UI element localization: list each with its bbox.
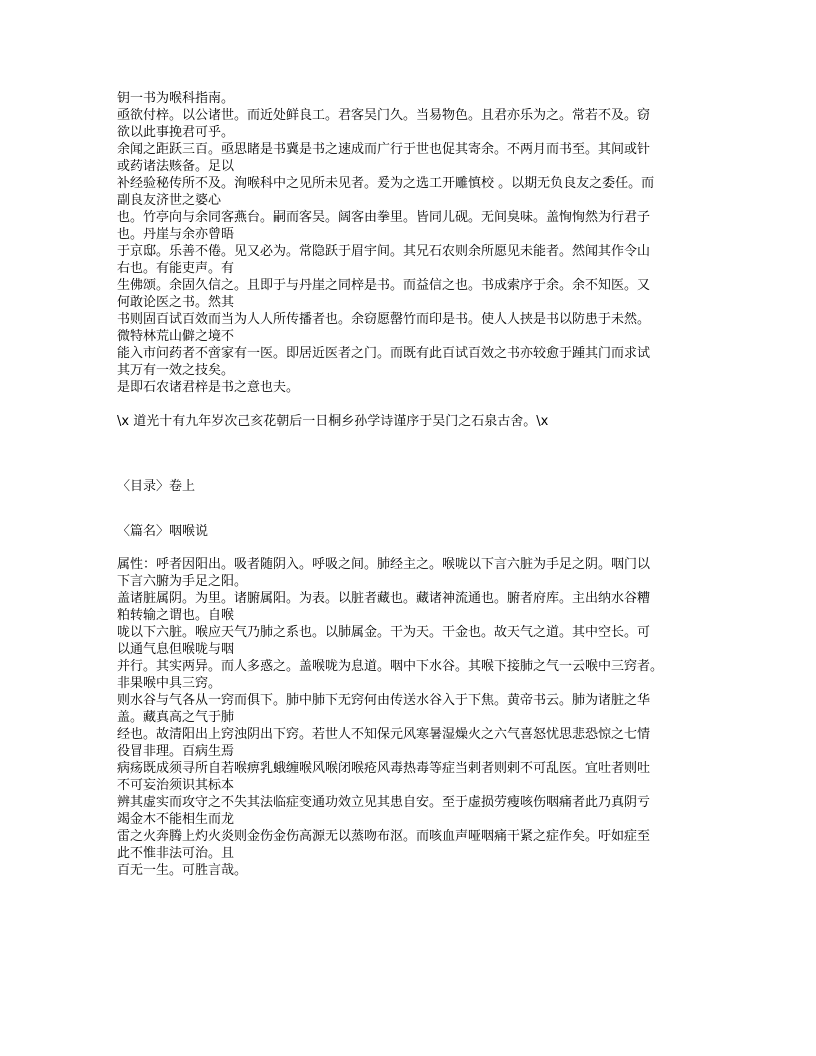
text-line: 钥一书为喉科指南。 [117, 91, 235, 106]
text-line: 余闻之距跃三百。亟思睹是书冀是书之速成而广行于世也促其寄余。不两月而书至。其间或针 [117, 142, 651, 157]
text-line: 右也。有能吏声。有 [117, 261, 235, 276]
text-line: 微特林荒山僻之境不 [117, 329, 235, 344]
text-block [117, 90, 717, 879]
text-line: 也。竹亭向与余同客燕台。嗣而客吴。阔客由拳里。皆同儿砚。无间臭味。盖恂恂然为行君子 [117, 210, 651, 225]
text-line: 亟欲付梓。以公诸世。而近处鲜良工。君客吴门久。当易物色。且君亦乐为之。常若不及。窃 [117, 108, 651, 123]
toc-heading: 〈目录〉卷上 [117, 479, 196, 494]
text-line: 能入市问药者不啻家有一医。即居近医者之门。而既有此百试百效之书亦较愈于踵其门而求试 [117, 346, 651, 361]
text-line: 或药诸法赅备。足以 [117, 159, 235, 174]
text-line: 副良友济世之婆心 [117, 193, 222, 208]
text-line: 百无一生。可胜言哉。 [117, 863, 248, 878]
text-line: 其万有一效之技矣。 [117, 363, 235, 378]
text-line: 盖。藏真高之气于肺 [117, 710, 235, 725]
text-line: 是即石农诸君梓是书之意也夫。 [117, 380, 300, 395]
text-line: 辨其虚实而攻守之不失其法临症变通功效立见其患自安。至于虚损劳瘦咳伤咽痛者此乃真阴亏 [117, 795, 651, 810]
text-line: 并行。其实两异。而人多惑之。盖喉咙为息道。咽中下水谷。其喉下接肺之气一云喉中三窍者。 [117, 659, 664, 674]
text-line: 役冒非理。百病生焉 [117, 744, 235, 759]
text-line: 补经验秘传所不及。洵喉科中之见所未见者。爰为之选工开雕慎校 。以期无负良友之委任。而 [117, 176, 655, 191]
text-line: 于京邸。乐善不倦。见又必为。常隐跃于眉宇间。其兄石农则余所愿见未能者。然闻其作令山 [117, 244, 651, 259]
text-line: 经也。故清阳出上窍浊阴出下窍。若世人不知保元风寒暑湿燥火之六气喜怒忧思悲恐惊之七情 [117, 727, 651, 742]
text-line: 非果喉中具三窍。 [117, 676, 222, 691]
text-line: 粕转输之谓也。自喉 [117, 608, 235, 623]
text-line: 则水谷与气各从一窍而俱下。肺中肺下无窍何由传送水谷入于下焦。黄帝书云。肺为诸脏之华 [117, 693, 651, 708]
text-line: 下言六腑为手足之阳。 [117, 574, 248, 589]
text-line: 何敢论医之书。然其 [117, 295, 235, 310]
text-line: 此不惟非法可治。且 [117, 846, 235, 861]
text-line: 竭金木不能相生而龙 [117, 812, 235, 827]
text-line: 生佛颂。余固久信之。且即于与丹崖之同梓是书。而益信之也。书成索序于余。余不知医。又 [117, 278, 651, 293]
text-line: 雷之火奔腾上灼火炎则金伤金伤高源无以蒸吻布沤。而咳血声哑咽痛干紧之症作矣。吁如症至 [117, 829, 651, 844]
text-line: 盖诸脏属阴。为里。诸腑属阳。为表。以脏者藏也。藏诸神流通也。腑者府库。主出纳水谷糟 [117, 591, 651, 606]
text-line: 欲以此事挽君可乎。 [117, 125, 235, 140]
text-line: 咙以下六脏。喉应天气乃肺之系也。以肺属金。干为天。干金也。故天气之道。其中空长。可 [117, 625, 651, 640]
text-line: 书则固百试百效而当为人人所传播者也。余窃愿罄竹而印是书。使人人挟是书以防患于未然。 [117, 312, 651, 327]
preface-lines [117, 90, 717, 396]
text-line: 以通气息但喉咙与咽 [117, 642, 235, 657]
text-line: 不可妄治须识其标本 [117, 778, 235, 793]
text-line: 病疡既成须寻所自若喉痹乳蛾缠喉风喉闭喉疮风毒热毒等症当剌者则剌不可乱医。宜吐者则吐 [117, 761, 651, 776]
text-line: 属性：呼者因阳出。吸者随阴入。呼吸之间。肺经主之。喉咙以下言六脏为手足之阴。咽门以 [117, 557, 651, 572]
body-lines [117, 556, 717, 879]
colophon-line: \x 道光十有九年岁次己亥花朝后一日桐乡孙学诗谨序于吴门之石泉古舍。\x [117, 414, 549, 429]
text-line: 也。丹崖与余亦曾晤 [117, 227, 235, 242]
chapter-heading: 〈篇名〉咽喉说 [117, 524, 209, 539]
